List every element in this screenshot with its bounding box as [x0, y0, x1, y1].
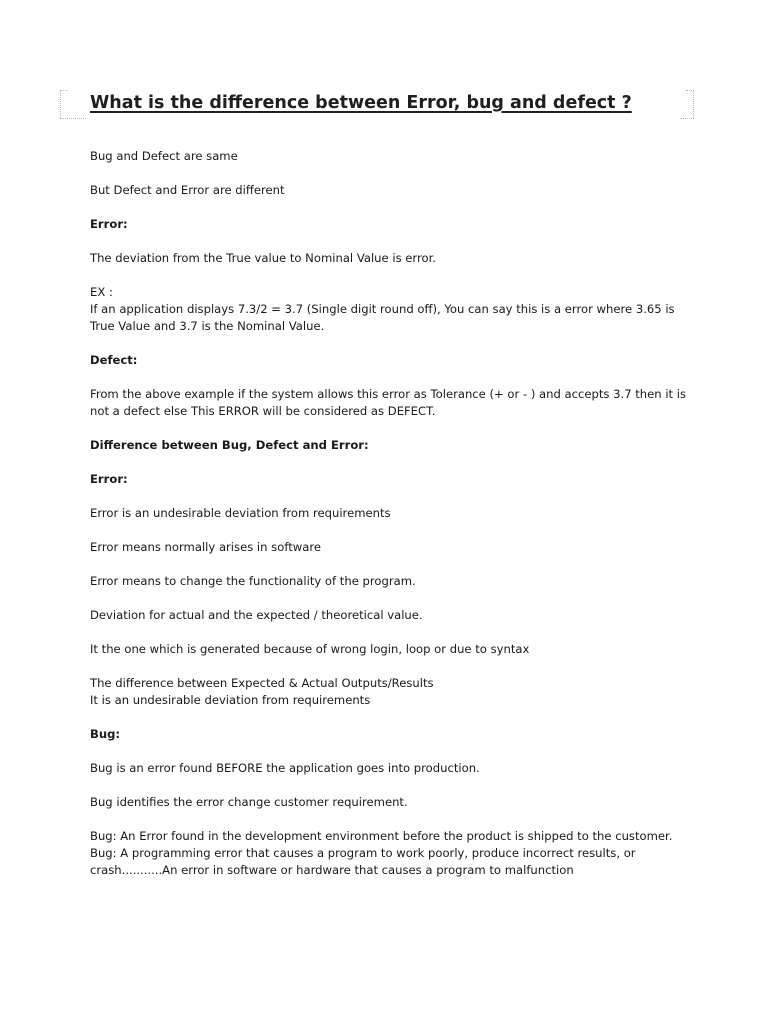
paragraph-line: Deviation for actual and the expected / theoretical value.	[90, 608, 423, 622]
paragraph-line: crash...........An error in software or hardware that causes a program to malfunction	[90, 863, 574, 877]
paragraph-line: Error is an undesirable deviation from requirements	[90, 506, 391, 520]
section-heading: Error:	[90, 217, 128, 231]
paragraph-line: Bug: A programming error that causes a program to work poorly, produce incorrect results, or	[90, 846, 636, 860]
paragraph-line: Error means normally arises in software	[90, 540, 321, 554]
paragraph-line: But Defect and Error are different	[90, 183, 285, 197]
section-heading: Defect:	[90, 353, 138, 367]
document-body	[90, 148, 687, 896]
section-heading: Bug:	[90, 727, 121, 741]
paragraph-line: The deviation from the True value to Nominal Value is error.	[90, 251, 436, 265]
section-heading: Error:	[90, 472, 128, 486]
section-heading: Difference between Bug, Defect and Error:	[90, 438, 369, 452]
frame-corner-top-left	[60, 90, 68, 91]
paragraph	[90, 607, 680, 624]
page-title: What is the difference between Error, bug and defect ?	[90, 93, 632, 113]
frame-corner-bottom-left	[60, 118, 86, 119]
paragraph-line: It the one which is generated because of wrong login, loop or due to syntax	[90, 642, 530, 656]
paragraph	[90, 760, 680, 777]
paragraph	[90, 573, 680, 590]
paragraph	[90, 828, 680, 879]
paragraph	[90, 148, 680, 165]
paragraph-line: The difference between Expected & Actual Outputs/Results	[90, 676, 434, 690]
paragraph	[90, 386, 687, 420]
paragraph	[90, 250, 680, 267]
frame-corner-bottom-right	[680, 118, 694, 119]
paragraph	[90, 675, 680, 709]
paragraph-line: From the above example if the system allows this error as Tolerance (+ or - ) and accepts 3.7 then it is	[90, 387, 687, 401]
paragraph-line: EX :	[90, 285, 113, 299]
paragraph	[90, 284, 680, 335]
paragraph-line: not a defect else This ERROR will be considered as DEFECT.	[90, 404, 436, 418]
paragraph-line: It is an undesirable deviation from requirements	[90, 693, 371, 707]
paragraph-line: Error means to change the functionality of the program.	[90, 574, 416, 588]
paragraph	[90, 641, 680, 658]
paragraph	[90, 539, 680, 556]
paragraph	[90, 505, 680, 522]
paragraph-line: Bug: An Error found in the development environment before the product is shipped to the customer.	[90, 829, 673, 843]
paragraph	[90, 794, 680, 811]
frame-right-edge	[693, 90, 694, 118]
paragraph-line: If an application displays 7.3/2 = 3.7 (Single digit round off), You can say this is a error where 3.65 is	[90, 302, 675, 316]
paragraph-line: Bug identifies the error change customer requirement.	[90, 795, 408, 809]
frame-left-edge	[60, 90, 61, 118]
paragraph-line: Bug is an error found BEFORE the application goes into production.	[90, 761, 480, 775]
paragraph-line: Bug and Defect are same	[90, 149, 238, 163]
paragraph-line: True Value and 3.7 is the Nominal Value.	[90, 319, 325, 333]
paragraph	[90, 182, 680, 199]
